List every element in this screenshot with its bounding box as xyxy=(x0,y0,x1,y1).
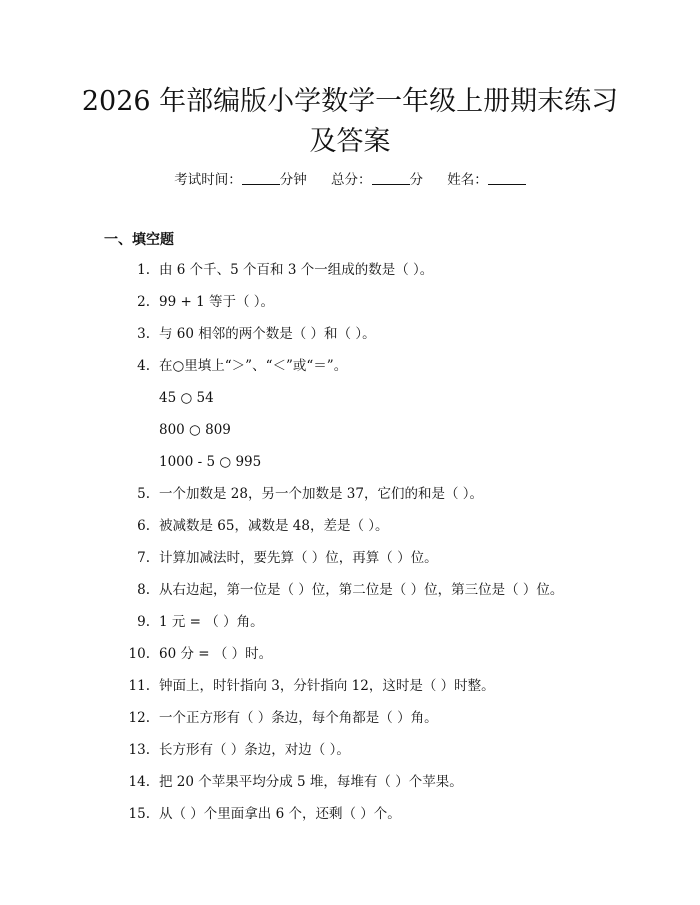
student-name-blank[interactable] xyxy=(488,172,526,185)
question-number: 2. xyxy=(137,294,150,310)
question-text: 1 元 = （ ）角。 xyxy=(159,614,264,630)
comparison-item-3: 1000 - 5 ○ 995 xyxy=(159,454,262,470)
question-text: 从右边起，第一位是（ ）位，第二位是（ ）位，第三位是（ ）位。 xyxy=(159,582,564,598)
question-number: 6. xyxy=(137,518,150,534)
exam-time-blank[interactable] xyxy=(242,172,280,185)
exam-time-unit: 分钟 xyxy=(279,172,307,188)
question-number: 4. xyxy=(137,358,150,374)
question-text: 被减数是 65，减数是 48，差是（ ）。 xyxy=(159,518,389,534)
question-number: 8. xyxy=(137,582,150,598)
question-text: 由 6 个千、5 个百和 3 个一组成的数是（ ）。 xyxy=(159,262,434,278)
question-text: 一个正方形有（ ）条边，每个角都是（ ）角。 xyxy=(159,710,438,726)
document-title: 2026 年部编版小学数学一年级上册期末练习及答案 xyxy=(81,86,619,157)
question-text: 长方形有（ ）条边，对边（ ）。 xyxy=(159,742,350,758)
comparison-item-2: 800 ○ 809 xyxy=(159,422,231,438)
question-number: 9. xyxy=(137,614,150,630)
question-text: 钟面上，时针指向 3，分针指向 12，这时是（ ）时整。 xyxy=(159,678,495,694)
question-number: 14. xyxy=(128,774,150,790)
comparison-item-1: 45 ○ 54 xyxy=(159,390,214,406)
question-text: 从（ ）个里面拿出 6 个，还剩（ ）个。 xyxy=(159,806,401,822)
question-number: 12. xyxy=(128,710,150,726)
question-text: 一个加数是 28，另一个加数是 37，它们的和是（ ）。 xyxy=(159,486,483,502)
question-number: 10. xyxy=(128,646,150,662)
question-number: 13. xyxy=(128,742,150,758)
question-text: 把 20 个苹果平均分成 5 堆，每堆有（ ）个苹果。 xyxy=(159,774,463,790)
student-name xyxy=(447,172,526,188)
exam-info-line xyxy=(0,168,700,188)
question-text: 计算加减法时，要先算（ ）位，再算（ ）位。 xyxy=(159,550,438,566)
total-score xyxy=(331,172,427,188)
question-number: 15. xyxy=(128,806,150,822)
question-number: 1. xyxy=(137,262,150,278)
total-score-label: 总分： xyxy=(331,172,372,188)
exam-time-label: 考试时间： xyxy=(174,172,242,188)
exam-time xyxy=(174,172,311,188)
total-score-blank[interactable] xyxy=(372,172,410,185)
question-text: 与 60 相邻的两个数是（ ）和（ ）。 xyxy=(159,326,376,342)
question-number: 7. xyxy=(137,550,150,566)
student-name-label: 姓名： xyxy=(447,172,488,188)
question-number: 11. xyxy=(128,678,150,694)
section-heading-fill-in: 一、填空题 xyxy=(104,232,174,248)
question-text: 在○里填上“＞”、“＜”或“＝”。 xyxy=(159,358,348,374)
question-text: 60 分 = （ ）时。 xyxy=(159,646,273,662)
total-score-unit: 分 xyxy=(409,172,423,188)
question-number: 3. xyxy=(137,326,150,342)
question-number: 5. xyxy=(137,486,150,502)
question-text: 99 + 1 等于（ ）。 xyxy=(159,294,274,310)
